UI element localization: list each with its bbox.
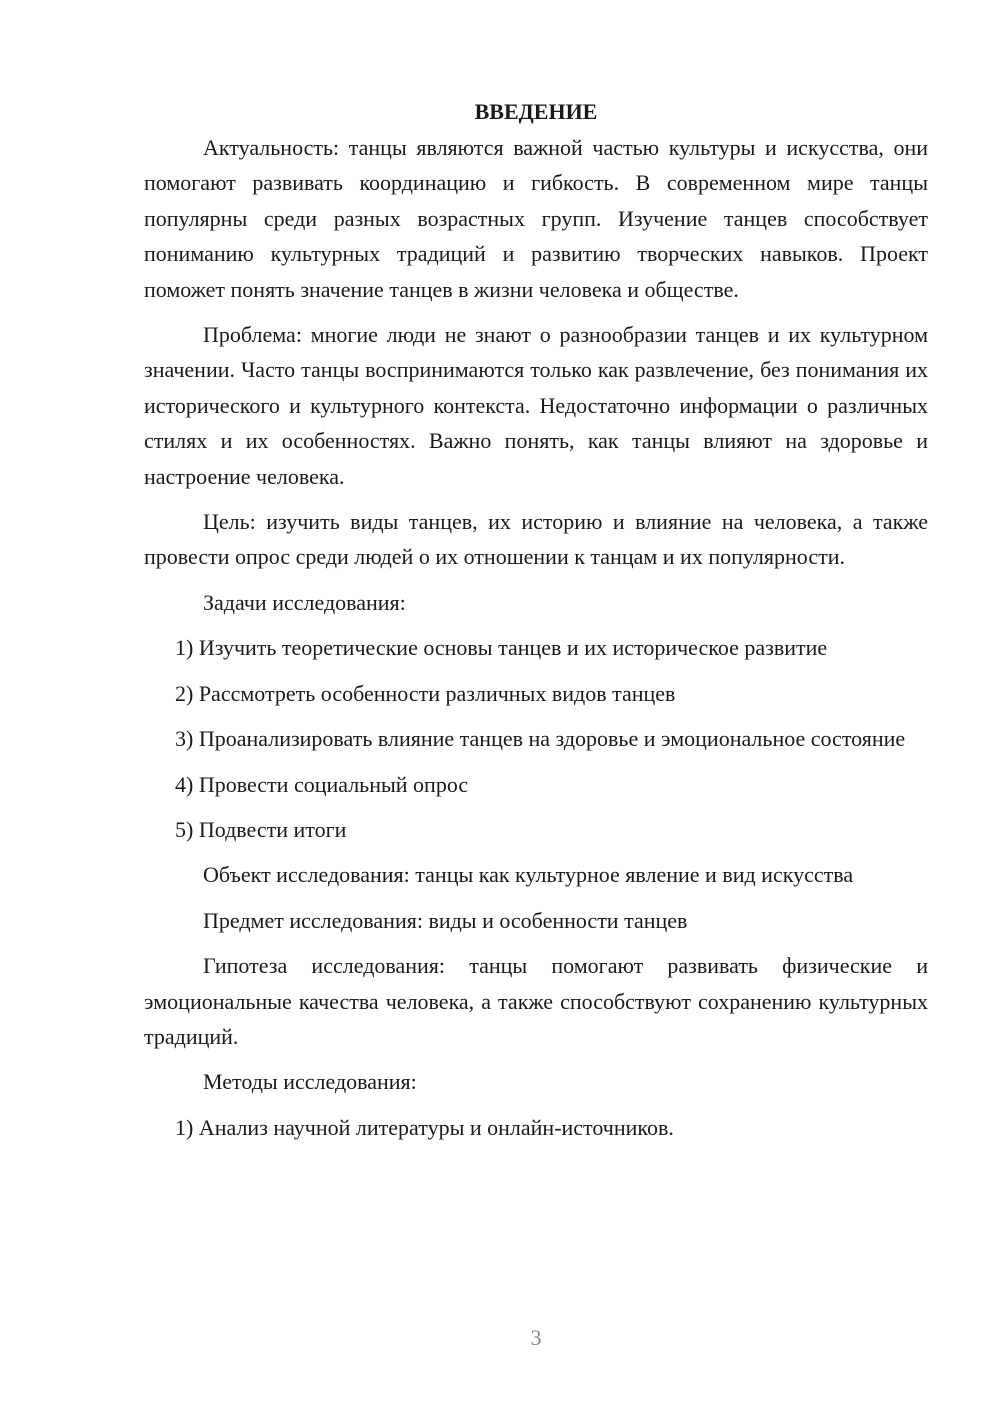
problem-paragraph: Проблема: многие люди не знают о разнообразии танцев и их культурном значении. Часто танцы воспринимаются только как развлечение, без понимания их исторического и культурного контекста. Недостаточно информации о различных стилях и их особенностях. Важно понять, как танцы влияют на здоровье и настроение человека. — [144, 322, 928, 489]
method-item: 1) Анализ научной литературы и онлайн-источников. — [175, 1114, 674, 1140]
task-item: 4) Провести социальный опрос — [175, 771, 469, 797]
hypothesis-paragraph: Гипотеза исследования: танцы помогают развивать физические и эмоциональные качества человека, а также способствуют сохранению культурных традиций. — [144, 953, 928, 1049]
goal-paragraph: Цель: изучить виды танцев, их историю и влияние на человека, а также провести опрос среди людей о их отношении к танцам и их популярности. — [144, 509, 928, 570]
task-item: 3) Проанализировать влияние танцев на здоровье и эмоциональное состояние — [175, 726, 906, 752]
tasks-heading: Задачи исследования: — [203, 589, 406, 615]
task-item: 5) Подвести итоги — [175, 816, 347, 842]
page-number: 3 — [530, 1325, 542, 1350]
section-title: ВВЕДЕНИЕ — [474, 99, 598, 124]
task-item: 2) Рассмотреть особенности различных видов танцев — [175, 680, 676, 706]
document-page — [144, 94, 928, 1145]
object-paragraph: Объект исследования: танцы как культурное явление и вид искусства — [203, 862, 854, 888]
task-item: 1) Изучить теоретические основы танцев и их историческое развитие — [175, 635, 828, 661]
subject-paragraph: Предмет исследования: виды и особенности танцев — [203, 907, 688, 933]
methods-heading: Методы исследования: — [203, 1069, 417, 1095]
relevance-paragraph: Актуальность: танцы являются важной частью культуры и искусства, они помогают развивать координацию и гибкость. В современном мире танцы популярны среди разных возрастных групп. Изучение танцев способствует пониманию культурных традиций и развитию творческих навыков. Проект поможет понять значение танцев в жизни человека и обществе. — [144, 135, 928, 302]
